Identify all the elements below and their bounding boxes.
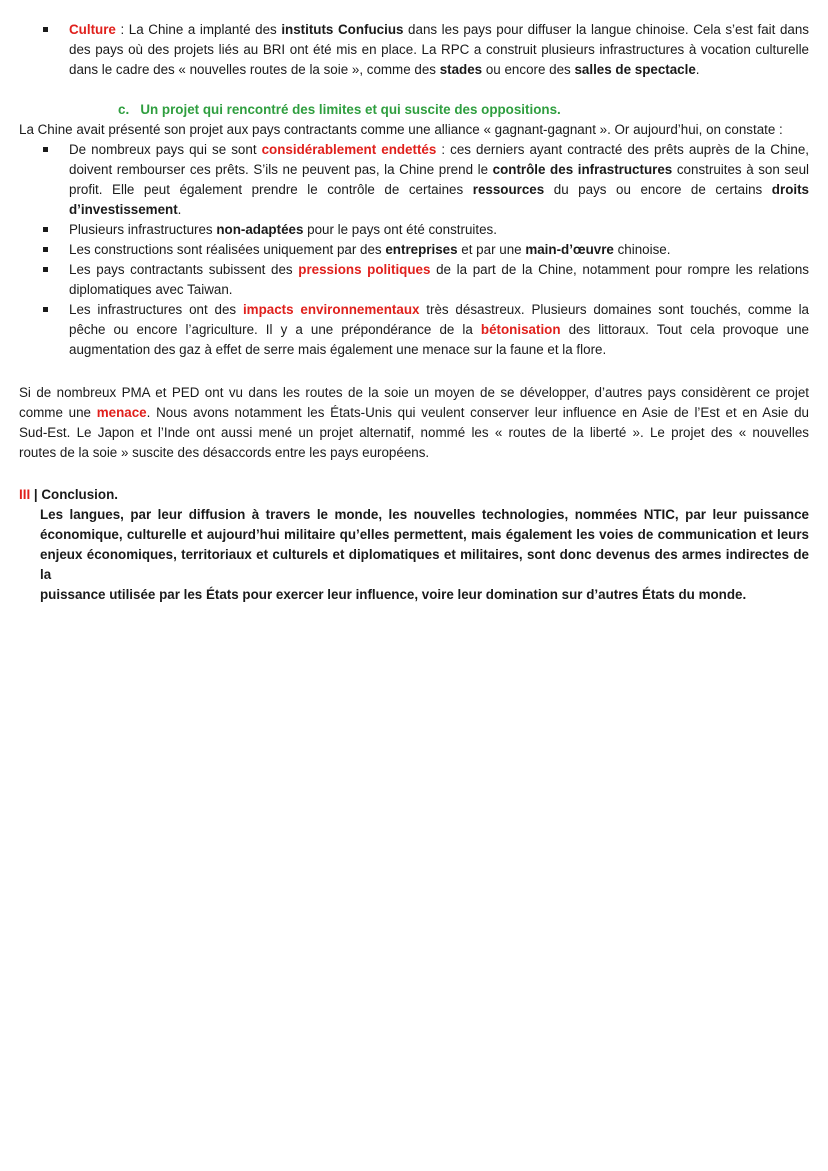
bullet-marker: [43, 147, 48, 152]
bullet-marker: [43, 227, 48, 232]
conclusion-numeral: III: [19, 487, 31, 502]
conclusion-line-1: Les langues, par leur diffusion à travers le monde, les nouvelles technologies, nommées NTIC, par leur puissance: [40, 507, 809, 522]
pressure-line-1: Les pays contractants subissent des pressions politiques de la part de la Chine, notamment pour rompre les relations: [69, 262, 809, 277]
conclusion-title: Conclusion.: [41, 487, 118, 502]
debt-line-4: d’investissement.: [69, 202, 182, 217]
conclusion-separator: |: [30, 487, 42, 502]
conclusion-line-3: enjeux économiques, territoriaux et culturels et diplomatiques et militaires, sont donc devenus des armes indirectes de la: [40, 547, 809, 582]
environment-line-2: pêche ou encore l’agriculture. Il y a une prépondérance de la bétonisation des littoraux. Tout cela provoque une: [69, 322, 809, 337]
intro-line: La Chine avait présenté son projet aux pays contractants comme une alliance « gagnant-gagnant ». Or aujourd’hui, on constate :: [19, 122, 783, 137]
culture-line-2: des pays où des projets liés au BRI ont été mis en place. La RPC a construit plusieurs infrastructures à vocation culturelle: [69, 42, 809, 57]
culture-line-1: Culture : La Chine a implanté des instituts Confucius dans les pays pour diffuser la langue chinoise. Cela s’est fait dans: [69, 22, 809, 37]
bullet-marker: [43, 247, 48, 252]
conclusion-line-2: économique, culturelle et aujourd’hui militaire qu’elles permettent, mais également les voies de communication et leurs: [40, 527, 809, 542]
environment-line-1: Les infrastructures ont des impacts environnementaux très désastreux. Plusieurs domaines sont touchés, comme la: [69, 302, 810, 317]
subheading-c: [118, 100, 561, 120]
bullet-marker: [43, 27, 48, 32]
paragraph-line-2: comme une menace. Nous avons notamment les États-Unis qui veulent conserver leur influence en Asie de l’Est et en Asie du: [19, 405, 809, 420]
debt-line-2: doivent rembourser ces prêts. S’ils ne peuvent pas, la Chine prend le contrôle des infrastructures construites à son seul: [69, 162, 809, 177]
subheading-title: Un projet qui rencontré des limites et qui suscite des oppositions.: [140, 102, 561, 117]
bullet-marker: [43, 307, 48, 312]
paragraph-line-4: routes de la soie » suscite des désaccords entre les pays européens.: [19, 445, 430, 460]
debt-line-1: De nombreux pays qui se sont considérablement endettés : ces derniers ayant contracté des prêts auprès de la Chine,: [69, 142, 809, 157]
conclusion-line-4: puissance utilisée par les États pour exercer leur influence, voire leur domination sur d’autres États du monde.: [40, 587, 747, 602]
pressure-line-2: diplomatiques avec Taiwan.: [69, 282, 233, 297]
debt-line-3: profit. Elle peut également prendre le contrôle de certaines ressources du pays ou encore de certains droits: [69, 182, 809, 197]
paragraph-line-3: Sud-Est. Le Japon et l’Inde ont aussi mené un projet alternatif, nommé les « routes de la liberté ». Le projet des « nouvelles: [19, 425, 809, 440]
conclusion-body: [40, 505, 809, 605]
body-paragraph: [19, 383, 809, 463]
subheading-letter: c.: [118, 102, 130, 117]
conclusion-heading: [19, 485, 118, 505]
workforce-line: Les constructions sont réalisées uniquement par des entreprises et par une main-d’œuvre chinoise.: [69, 242, 671, 257]
unadapted-line: Plusieurs infrastructures non-adaptées pour le pays ont été construites.: [69, 222, 497, 237]
bullet-marker: [43, 267, 48, 272]
environment-line-3: augmentation des gaz à effet de serre mais également une menace sur la faune et la flore.: [69, 342, 607, 357]
culture-line-3: dans le cadre des « nouvelles routes de la soie », comme des stades ou encore des salles de spectacle.: [69, 62, 700, 77]
paragraph-line-1: Si de nombreux PMA et PED ont vu dans les routes de la soie un moyen de se développer, d’autres pays considèrent ce projet: [19, 385, 809, 400]
